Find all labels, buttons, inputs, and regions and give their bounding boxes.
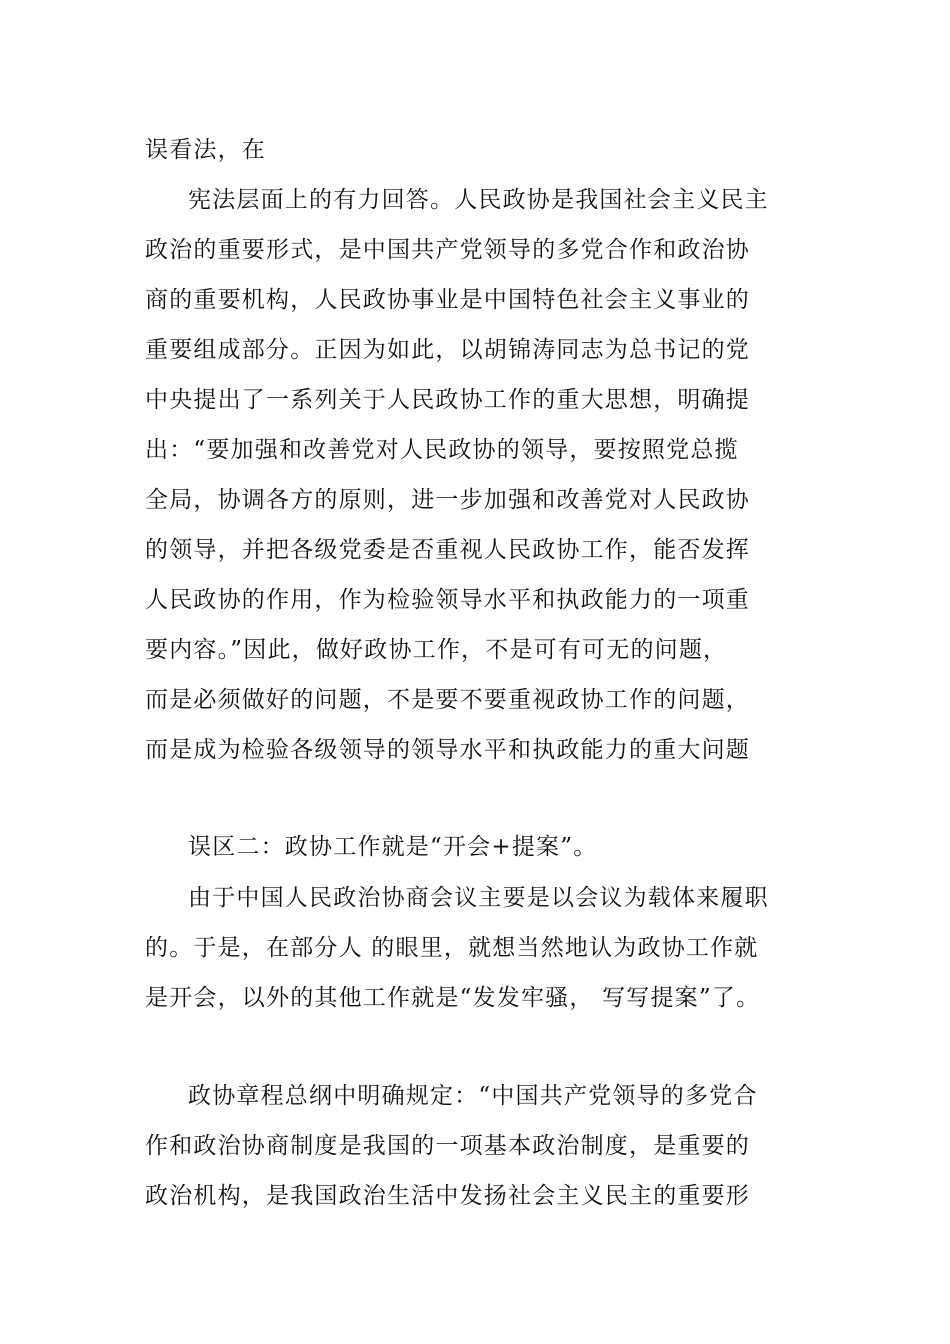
paragraph-2-line-3: 是开会，以外的其他工作就是“发发牢骚， 写写提案”了。 (145, 985, 761, 1011)
paragraph-3-line-3: 政治机构，是我国政治生活中发扬社会主义民主的重要形 (145, 1183, 750, 1209)
paragraph-3-line-2: 作和政治协商制度是我国的一项基本政治制度，是重要的 (145, 1133, 750, 1159)
section-heading: 误区二：政协工作就是“开会+提案”。 (188, 834, 598, 860)
paragraph-1-line-6: 出：“要加强和改善党对人民政协的领导，要按照党总揽 (145, 437, 739, 463)
paragraph-1-line-8: 的领导，并把各级党委是否重视人民政协工作，能否发挥 (145, 537, 750, 563)
paragraph-1-line-1: 宪法层面上的有力回答。人民政协是我国社会主义民主 (188, 187, 769, 213)
paragraph-3-line-1: 政协章程总纲中明确规定：“中国共产党领导的多党合 (188, 1083, 758, 1109)
paragraph-1-line-5: 中央提出了一系列关于人民政协工作的重大思想，明确提 (145, 387, 750, 413)
paragraph-1-line-12: 而是成为检验各级领导的领导水平和执政能力的重大问题 (145, 737, 750, 763)
paragraph-2-line-1: 由于中国人民政治协商会议主要是以会议为载体来履职 (188, 885, 769, 911)
paragraph-1-line-10: 要内容。”因此，做好政协工作，不是可有可无的问题， (145, 637, 728, 663)
text-line-1: 误看法，在 (145, 137, 266, 163)
paragraph-2-line-2: 的。于是，在部分人 的眼里，就想当然地认为政协工作就 (145, 935, 759, 961)
paragraph-1-line-11: 而是必须做好的问题，不是要不要重视政协工作的问题， (145, 687, 750, 713)
paragraph-1-line-9: 人民政协的作用，作为检验领导水平和执政能力的一项重 (145, 587, 750, 613)
paragraph-1-line-7: 全局，协调各方的原则，进一步加强和改善党对人民政协 (145, 487, 750, 513)
paragraph-1-line-4: 重要组成部分。正因为如此，以胡锦涛同志为总书记的党 (145, 337, 750, 363)
paragraph-1-line-3: 商的重要机构，人民政协事业是中国特色社会主义事业的 (145, 287, 750, 313)
paragraph-1-line-2: 政治的重要形式，是中国共产党领导的多党合作和政治协 (145, 237, 750, 263)
